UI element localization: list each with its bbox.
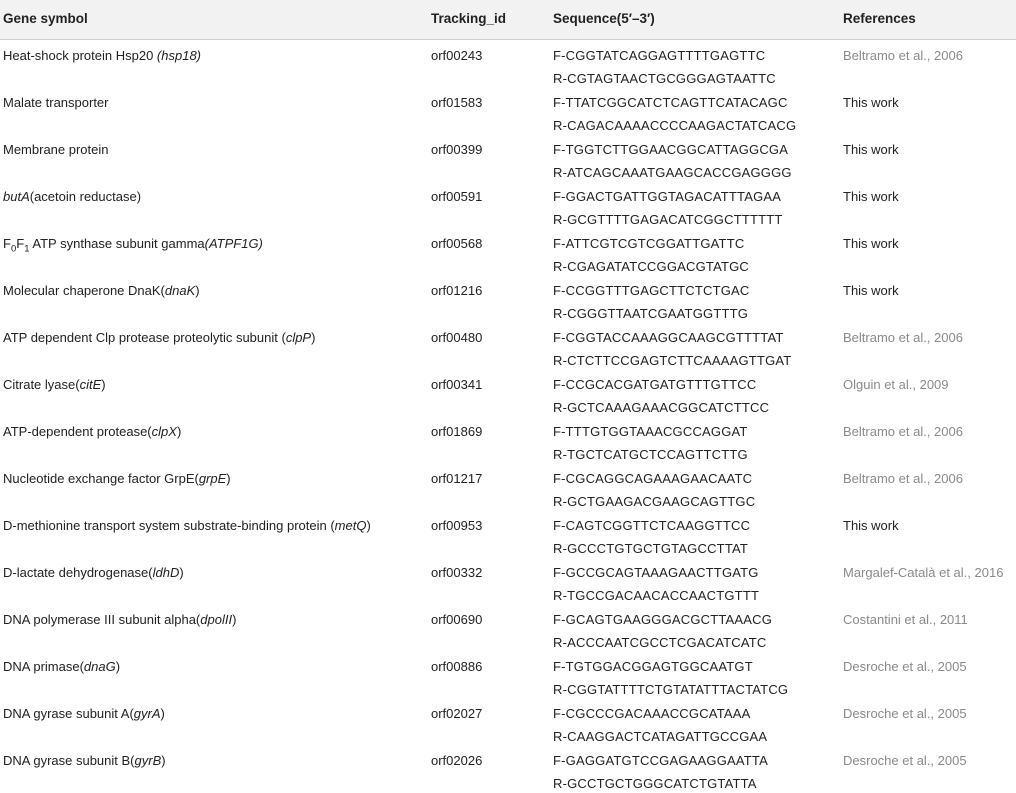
gene-cell [3,659,120,674]
gene-name: ATP-dependent protease( [3,424,152,439]
reference: Beltramo et al., 2006 [843,424,963,439]
tracking-id: orf01217 [431,471,483,486]
gene-name: Heat-shock protein Hsp20 [3,48,157,63]
gene-symbol-italic: dnaG [83,659,116,674]
header-sequence: Sequence(5′–3′) [553,11,655,26]
gene-name: D-lactate dehydrogenase( [3,565,153,580]
table-row [0,322,1016,369]
tracking-id: orf01869 [431,424,483,439]
gene-symbol-italic: (hsp18) [156,48,201,63]
reference: Beltramo et al., 2006 [843,48,963,63]
gene-cell [3,706,165,721]
header-references: References [843,11,916,26]
gene-name-suffix: ) [226,471,231,486]
tracking-id: orf00480 [431,330,483,345]
reference: Desroche et al., 2005 [843,706,967,721]
table-row [0,416,1016,463]
gene-cell [3,424,181,439]
gene-prefix: F [3,236,11,251]
table-row [0,275,1016,322]
gene-name-suffix: ) [101,377,106,392]
header-gene-symbol: Gene symbol [3,11,88,26]
forward-primer: F-CCGGTTTGAGCTTCTCTGAC [553,283,750,298]
reverse-primer: R-GCTCAAAGAAACGGCATCTTCC [553,400,770,415]
gene-subscript: 0 [10,243,17,255]
tracking-id: orf00690 [431,612,483,627]
gene-prefix: F [16,236,25,251]
reference: Desroche et al., 2005 [843,753,967,768]
table-row [0,557,1016,604]
gene-name: Malate transporter [3,95,109,110]
gene-name: ATP dependent Clp protease proteolytic subunit ( [3,330,286,345]
reverse-primer: R-CGAGATATCCGGACGTATGC [553,259,750,274]
reference: Costantini et al., 2011 [843,612,968,627]
tracking-id: orf00568 [431,236,483,251]
table-row [0,651,1016,698]
gene-cell [3,142,109,157]
gene-name: Nucleotide exchange factor GrpE( [3,471,199,486]
gene-symbol-italic: clpX [151,424,177,439]
tracking-id: orf02026 [431,753,483,768]
reference: This work [843,142,899,157]
gene-symbol-italic: butA [3,189,30,204]
gene-cell [3,48,201,63]
forward-primer: F-CGGTATCAGGAGTTTTGAGTTC [553,48,766,63]
gene-symbol-italic: dpolII [200,612,233,627]
tracking-id: orf02027 [431,706,483,721]
tracking-id: orf01216 [431,283,483,298]
gene-name-suffix: ) [115,659,121,674]
forward-primer: F-GGACTGATTGGTAGACATTTAGAA [553,189,782,204]
table-row [0,463,1016,510]
gene-name-suffix: (acetoin reductase) [29,189,142,204]
reverse-primer: R-GCGTTTTGAGACATCGGCTTTTTT [553,212,783,227]
tracking-id: orf00243 [431,48,483,63]
reverse-primer: R-ATCAGCAAATGAAGCACCGAGGGG [553,165,792,180]
tracking-id: orf01583 [431,95,483,110]
reference: This work [843,518,899,533]
reverse-primer: R-CGGGTTAATCGAATGGTTTG [553,306,749,321]
tracking-id: orf00886 [431,659,483,674]
gene-symbol-italic: gyrA [133,706,161,721]
header-tracking-id: Tracking_id [431,11,507,26]
gene-name-suffix: ) [179,565,184,580]
gene-name-suffix: ) [176,424,182,439]
gene-cell [3,471,231,486]
gene-cell [3,377,106,392]
reverse-primer: R-TGCCGACAACACCAACTGTTT [553,588,760,603]
reference: Desroche et al., 2005 [843,659,967,674]
gene-name-suffix: ) [311,330,316,345]
reference: This work [843,283,899,298]
forward-primer: F-TGTGGACGGAGTGGCAATGT [553,659,753,674]
reference: This work [843,189,899,204]
table-row [0,181,1016,228]
forward-primer: F-GCCGCAGTAAAGAACTTGATG [553,565,759,580]
gene-name: DNA primase( [3,659,84,674]
gene-name: DNA gyrase subunit B( [3,753,135,768]
reverse-primer: R-GCCTGCTGGGCATCTGTATTA [553,776,757,791]
gene-cell [3,565,184,580]
gene-name: D-methionine transport system substrate-binding protein ( [3,518,335,533]
forward-primer: F-TGGTCTTGGAACGGCATTAGGCGA [553,142,789,157]
forward-primer: F-CGCCCGACAAACCGCATAAA [553,706,751,721]
table-row [0,134,1016,181]
table-row [0,698,1016,745]
gene-symbol-italic: clpP [285,330,312,345]
gene-symbol-italic: ldhD [152,565,180,580]
reverse-primer: R-TGCTCATGCTCCAGTTCTTG [553,447,748,462]
forward-primer: F-TTTGTGGTAAACGCCAGGAT [553,424,748,439]
gene-cell [3,612,236,627]
reverse-primer: R-GCCCTGTGCTGTAGCCTTAT [553,541,749,556]
table-row [0,510,1016,557]
forward-primer: F-GAGGATGTCCGAGAAGGAATTA [553,753,768,768]
gene-cell [3,189,141,204]
gene-cell [3,236,263,255]
gene-symbol-italic: gyrB [134,753,162,768]
gene-name-suffix: ) [161,753,166,768]
gene-symbol-italic: metQ [334,518,367,533]
reference: Olguin et al., 2009 [843,377,949,392]
forward-primer: F-CGGTACCAAAGGCAAGCGTTTTAT [553,330,784,345]
gene-name: ATP synthase subunit gamma [32,236,205,251]
gene-symbol-italic: dnaK [164,283,196,298]
table-row [0,228,1016,275]
reverse-primer: R-CAAGGACTCATAGATTGCCGAA [553,729,768,744]
gene-cell [3,753,166,768]
table-row [0,40,1016,87]
reverse-primer: R-CGTAGTAACTGCGGGAGTAATTC [553,71,776,86]
reference: This work [843,236,899,251]
reverse-primer: R-CAGACAAAACCCCAAGACTATCACG [553,118,797,133]
tracking-id: orf00341 [431,377,483,392]
tracking-id: orf00591 [431,189,483,204]
table-row [0,369,1016,416]
forward-primer: F-ATTCGTCGTCGGATTGATTC [553,236,745,251]
gene-cell [3,330,315,345]
gene-name: DNA gyrase subunit A( [3,706,134,721]
table-row [0,745,1016,792]
tracking-id: orf00953 [431,518,483,533]
forward-primer: F-TTATCGGCATCTCAGTTCATACAGC [553,95,788,110]
gene-name-suffix: ) [195,283,200,298]
reference: Beltramo et al., 2006 [843,471,963,486]
gene-symbol-italic: grpE [198,471,227,486]
gene-name: DNA polymerase III subunit alpha( [3,612,201,627]
gene-cell [3,283,200,298]
table-row [0,604,1016,651]
gene-name: Citrate lyase( [3,377,80,392]
forward-primer: F-CGCAGGCAGAAAGAACAATC [553,471,753,486]
gene-name-suffix: ) [160,706,165,721]
gene-name-suffix: ) [366,518,371,533]
gene-subscript: 1 [24,243,30,255]
gene-cell [3,95,109,110]
reverse-primer: R-GCTGAAGACGAAGCAGTTGC [553,494,756,509]
reference: Margalef-Català et al., 2016 [843,565,1004,580]
table-header [0,0,1016,40]
reverse-primer: R-CTCTTCCGAGTCTTCAAAAGTTGAT [553,353,792,368]
gene-name-suffix: ) [232,612,237,627]
gene-cell [3,518,371,533]
tracking-id: orf00332 [431,565,483,580]
forward-primer: F-GCAGTGAAGGGACGCTTAAACG [553,612,773,627]
tracking-id: orf00399 [431,142,483,157]
gene-symbol-italic: citE [79,377,102,392]
table-row [0,87,1016,134]
forward-primer: F-CCGCACGATGATGTTTGTTCC [553,377,757,392]
gene-name: Molecular chaperone DnaK( [3,283,165,298]
reference: Beltramo et al., 2006 [843,330,963,345]
gene-symbol-italic: (ATPF1G) [204,236,263,251]
forward-primer: F-CAGTCGGTTCTCAAGGTTCC [553,518,751,533]
reverse-primer: R-ACCCAATCGCCTCGACATCATC [553,635,767,650]
gene-name: Membrane protein [3,142,109,157]
reference: This work [843,95,899,110]
reverse-primer: R-CGGTATTTTCTGTATATTTACTATCG [553,682,789,697]
